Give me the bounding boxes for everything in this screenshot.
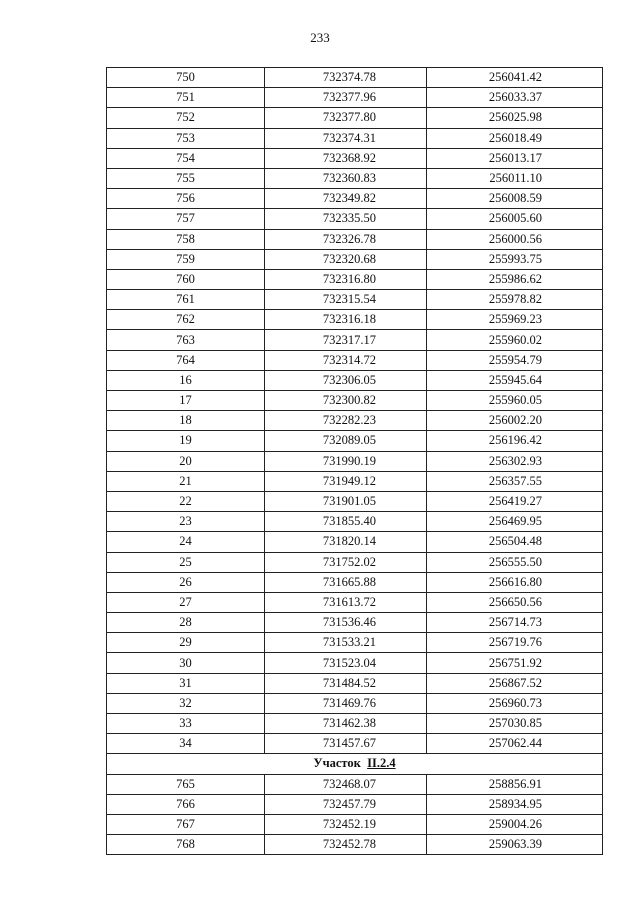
x-coordinate-cell: 732377.80	[265, 108, 427, 128]
table-body-bottom	[107, 774, 603, 855]
point-number-cell: 768	[107, 835, 265, 855]
y-coordinate-cell: 256041.42	[427, 68, 603, 88]
table-row	[107, 572, 603, 592]
x-coordinate-cell: 732282.23	[265, 411, 427, 431]
section-code: II.2.4	[367, 756, 396, 771]
y-coordinate-cell: 256960.73	[427, 693, 603, 713]
point-number-cell: 26	[107, 572, 265, 592]
y-coordinate-cell: 255978.82	[427, 290, 603, 310]
point-number-cell: 30	[107, 653, 265, 673]
point-number-cell: 25	[107, 552, 265, 572]
table-row	[107, 229, 603, 249]
section-label: Участок	[313, 756, 361, 771]
y-coordinate-cell: 256555.50	[427, 552, 603, 572]
x-coordinate-cell: 731990.19	[265, 451, 427, 471]
table-row	[107, 411, 603, 431]
point-number-cell: 33	[107, 714, 265, 734]
x-coordinate-cell: 731484.52	[265, 673, 427, 693]
x-coordinate-cell: 731462.38	[265, 714, 427, 734]
point-number-cell: 750	[107, 68, 265, 88]
point-number-cell: 16	[107, 370, 265, 390]
point-number-cell: 19	[107, 431, 265, 451]
page-number: 233	[310, 30, 330, 45]
point-number-cell: 765	[107, 774, 265, 794]
x-coordinate-cell: 732306.05	[265, 370, 427, 390]
x-coordinate-cell: 731949.12	[265, 471, 427, 491]
y-coordinate-cell: 259004.26	[427, 814, 603, 834]
coordinates-table	[106, 67, 603, 855]
y-coordinate-cell: 259063.39	[427, 835, 603, 855]
y-coordinate-cell: 255993.75	[427, 249, 603, 269]
x-coordinate-cell: 731469.76	[265, 693, 427, 713]
table-row	[107, 350, 603, 370]
y-coordinate-cell: 256616.80	[427, 572, 603, 592]
point-number-cell: 762	[107, 310, 265, 330]
y-coordinate-cell: 256011.10	[427, 168, 603, 188]
table-row	[107, 693, 603, 713]
x-coordinate-cell: 732326.78	[265, 229, 427, 249]
table-row	[107, 814, 603, 834]
y-coordinate-cell: 256719.76	[427, 633, 603, 653]
x-coordinate-cell: 732468.07	[265, 774, 427, 794]
x-coordinate-cell: 732316.18	[265, 310, 427, 330]
point-number-cell: 753	[107, 128, 265, 148]
x-coordinate-cell: 732360.83	[265, 168, 427, 188]
x-coordinate-cell: 732089.05	[265, 431, 427, 451]
x-coordinate-cell: 732452.19	[265, 814, 427, 834]
section-header-row	[107, 754, 603, 774]
table-row	[107, 68, 603, 88]
x-coordinate-cell: 732316.80	[265, 269, 427, 289]
x-coordinate-cell: 731533.21	[265, 633, 427, 653]
point-number-cell: 29	[107, 633, 265, 653]
y-coordinate-cell: 255969.23	[427, 310, 603, 330]
point-number-cell: 763	[107, 330, 265, 350]
y-coordinate-cell: 255960.02	[427, 330, 603, 350]
point-number-cell: 761	[107, 290, 265, 310]
table-row	[107, 269, 603, 289]
y-coordinate-cell: 255986.62	[427, 269, 603, 289]
point-number-cell: 767	[107, 814, 265, 834]
table-row	[107, 734, 603, 754]
table-row	[107, 714, 603, 734]
x-coordinate-cell: 732374.78	[265, 68, 427, 88]
y-coordinate-cell: 258856.91	[427, 774, 603, 794]
y-coordinate-cell: 256504.48	[427, 532, 603, 552]
point-number-cell: 28	[107, 613, 265, 633]
table-row	[107, 653, 603, 673]
table-row	[107, 451, 603, 471]
table-row	[107, 633, 603, 653]
point-number-cell: 756	[107, 189, 265, 209]
y-coordinate-cell: 256005.60	[427, 209, 603, 229]
table-row	[107, 673, 603, 693]
table-row	[107, 512, 603, 532]
table-row	[107, 552, 603, 572]
table-row	[107, 592, 603, 612]
y-coordinate-cell: 258934.95	[427, 794, 603, 814]
y-coordinate-cell: 256357.55	[427, 471, 603, 491]
y-coordinate-cell: 256650.56	[427, 592, 603, 612]
x-coordinate-cell: 732349.82	[265, 189, 427, 209]
point-number-cell: 22	[107, 491, 265, 511]
table-row	[107, 774, 603, 794]
y-coordinate-cell: 256751.92	[427, 653, 603, 673]
point-number-cell: 760	[107, 269, 265, 289]
y-coordinate-cell: 256867.52	[427, 673, 603, 693]
x-coordinate-cell: 731855.40	[265, 512, 427, 532]
point-number-cell: 32	[107, 693, 265, 713]
y-coordinate-cell: 256013.17	[427, 148, 603, 168]
y-coordinate-cell: 255954.79	[427, 350, 603, 370]
point-number-cell: 757	[107, 209, 265, 229]
point-number-cell: 754	[107, 148, 265, 168]
section-header-body	[107, 754, 603, 774]
table-row	[107, 835, 603, 855]
table-row	[107, 794, 603, 814]
table-row	[107, 209, 603, 229]
x-coordinate-cell: 732452.78	[265, 835, 427, 855]
coordinates-table-container	[106, 67, 602, 855]
table-body-top	[107, 68, 603, 754]
point-number-cell: 759	[107, 249, 265, 269]
x-coordinate-cell: 732368.92	[265, 148, 427, 168]
y-coordinate-cell: 255960.05	[427, 391, 603, 411]
x-coordinate-cell: 731820.14	[265, 532, 427, 552]
table-row	[107, 290, 603, 310]
x-coordinate-cell: 731457.67	[265, 734, 427, 754]
table-row	[107, 330, 603, 350]
table-row	[107, 613, 603, 633]
x-coordinate-cell: 732320.68	[265, 249, 427, 269]
section-header-cell	[107, 754, 603, 774]
x-coordinate-cell: 732314.72	[265, 350, 427, 370]
table-row	[107, 168, 603, 188]
y-coordinate-cell: 256196.42	[427, 431, 603, 451]
table-row	[107, 391, 603, 411]
table-row	[107, 471, 603, 491]
table-row	[107, 532, 603, 552]
table-row	[107, 491, 603, 511]
x-coordinate-cell: 731752.02	[265, 552, 427, 572]
point-number-cell: 34	[107, 734, 265, 754]
x-coordinate-cell: 732317.17	[265, 330, 427, 350]
point-number-cell: 20	[107, 451, 265, 471]
point-number-cell: 17	[107, 391, 265, 411]
table-row	[107, 88, 603, 108]
table-row	[107, 189, 603, 209]
x-coordinate-cell: 731665.88	[265, 572, 427, 592]
x-coordinate-cell: 732335.50	[265, 209, 427, 229]
y-coordinate-cell: 257062.44	[427, 734, 603, 754]
point-number-cell: 23	[107, 512, 265, 532]
y-coordinate-cell: 256033.37	[427, 88, 603, 108]
x-coordinate-cell: 731613.72	[265, 592, 427, 612]
x-coordinate-cell: 732374.31	[265, 128, 427, 148]
table-row	[107, 249, 603, 269]
x-coordinate-cell: 731536.46	[265, 613, 427, 633]
table-row	[107, 370, 603, 390]
point-number-cell: 752	[107, 108, 265, 128]
point-number-cell: 31	[107, 673, 265, 693]
y-coordinate-cell: 256000.56	[427, 229, 603, 249]
y-coordinate-cell: 256002.20	[427, 411, 603, 431]
point-number-cell: 21	[107, 471, 265, 491]
table-row	[107, 108, 603, 128]
x-coordinate-cell: 732300.82	[265, 391, 427, 411]
y-coordinate-cell: 257030.85	[427, 714, 603, 734]
point-number-cell: 758	[107, 229, 265, 249]
table-row	[107, 310, 603, 330]
y-coordinate-cell: 256419.27	[427, 491, 603, 511]
point-number-cell: 751	[107, 88, 265, 108]
y-coordinate-cell: 256025.98	[427, 108, 603, 128]
table-row	[107, 148, 603, 168]
y-coordinate-cell: 256714.73	[427, 613, 603, 633]
point-number-cell: 27	[107, 592, 265, 612]
table-row	[107, 431, 603, 451]
x-coordinate-cell: 732377.96	[265, 88, 427, 108]
x-coordinate-cell: 731523.04	[265, 653, 427, 673]
point-number-cell: 766	[107, 794, 265, 814]
point-number-cell: 24	[107, 532, 265, 552]
y-coordinate-cell: 256018.49	[427, 128, 603, 148]
x-coordinate-cell: 732315.54	[265, 290, 427, 310]
x-coordinate-cell: 732457.79	[265, 794, 427, 814]
table-row	[107, 128, 603, 148]
y-coordinate-cell: 256008.59	[427, 189, 603, 209]
point-number-cell: 755	[107, 168, 265, 188]
point-number-cell: 764	[107, 350, 265, 370]
y-coordinate-cell: 255945.64	[427, 370, 603, 390]
y-coordinate-cell: 256469.95	[427, 512, 603, 532]
point-number-cell: 18	[107, 411, 265, 431]
y-coordinate-cell: 256302.93	[427, 451, 603, 471]
x-coordinate-cell: 731901.05	[265, 491, 427, 511]
